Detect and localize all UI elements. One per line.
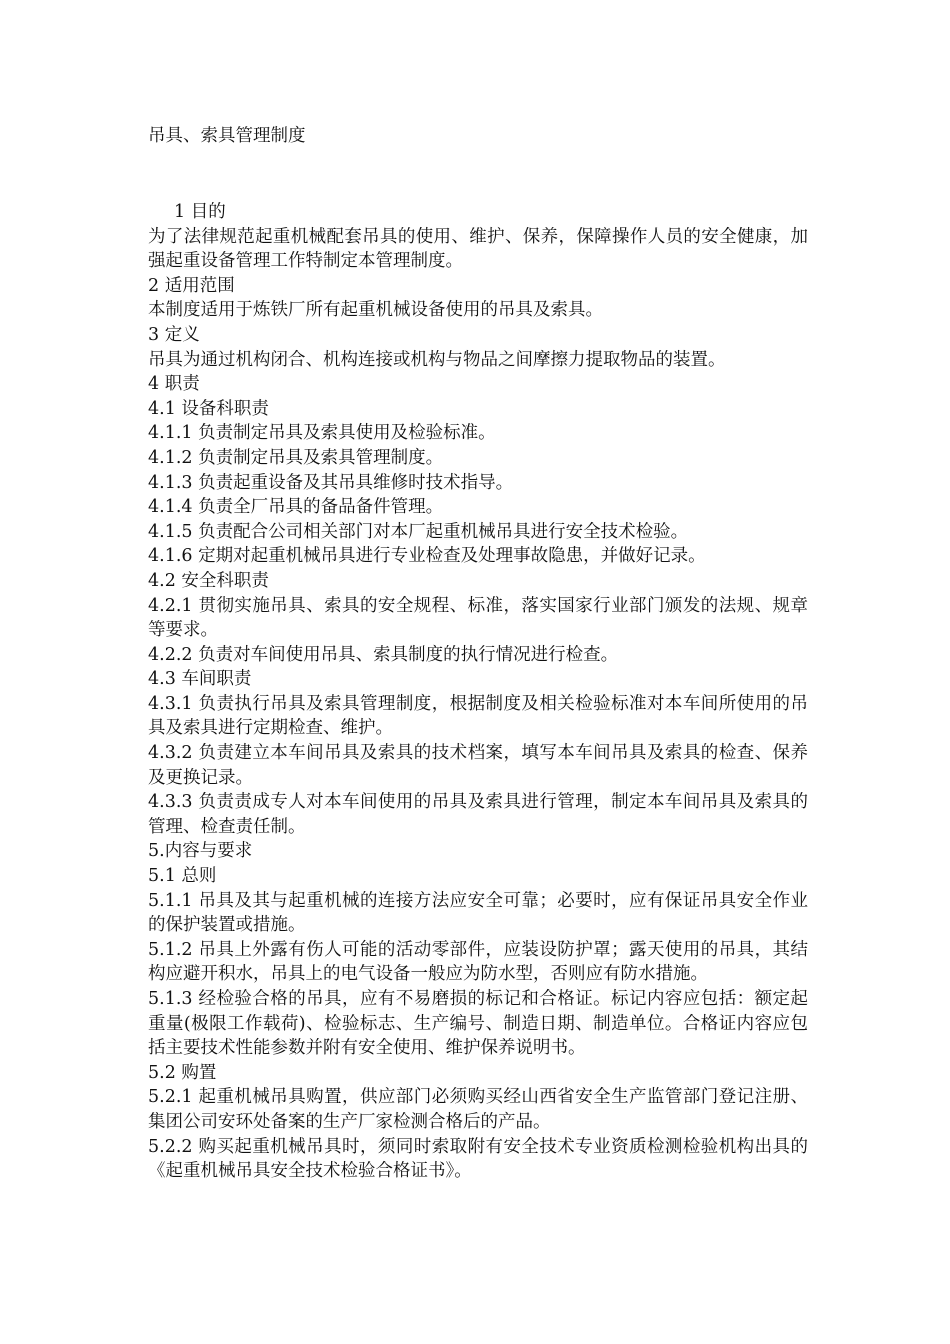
subsection-heading-equipment-dept: 4.1 设备科职责: [148, 398, 269, 419]
clause-4-2-1: 4.2.1 贯彻实施吊具、索具的安全规程、标准，落实国家行业部门颁发的法规、规章等要求。: [148, 595, 808, 641]
clause-5-1-1: 5.1.1 吊具及其与起重机械的连接方法应安全可靠；必要时，应有保证吊具安全作业的保护装置或措施。: [148, 890, 808, 936]
subsection-heading-safety-dept: 4.2 安全科职责: [148, 570, 269, 591]
section-heading-content: 5.内容与要求: [148, 841, 253, 862]
paragraph-purpose: 为了法律规范起重机械配套吊具的使用、维护、保养，保障操作人员的安全健康，加强起重设备管理工作特制定本管理制度。: [148, 226, 808, 272]
section-heading-scope: 2 适用范围: [148, 275, 235, 296]
clause-4-1-1: 4.1.1 负责制定吊具及索具使用及检验标准。: [148, 423, 496, 444]
clause-4-2-2: 4.2.2 负责对车间使用吊具、索具制度的执行情况进行检查。: [148, 644, 619, 665]
clause-4-1-3: 4.1.3 负责起重设备及其吊具维修时技术指导。: [148, 472, 514, 493]
clause-5-2-1: 5.2.1 起重机械吊具购置，供应部门必须购买经山西省安全生产监管部门登记注册、集团公司安环处备案的生产厂家检测合格后的产品。: [148, 1087, 808, 1132]
clause-4-3-3: 4.3.3 负责责成专人对本车间使用的吊具及索具进行管理，制定本车间吊具及索具的管理、检查责任制。: [148, 792, 808, 837]
clause-5-2-2: 5.2.2 购买起重机械吊具时，须同时索取附有安全技术专业资质检测检验机构出具的《起重机械吊具安全技术检验合格证书》。: [148, 1136, 808, 1182]
subsection-heading-purchase: 5.2 购置: [148, 1062, 217, 1083]
clause-5-1-2: 5.1.2 吊具上外露有伤人可能的活动零部件，应装设防护罩；露天使用的吊具，其结构应避开积水，吊具上的电气设备一般应为防水型，否则应有防水措施。: [148, 939, 808, 985]
clause-4-3-2: 4.3.2 负责建立本车间吊具及索具的技术档案，填写本车间吊具及索具的检查、保养及更换记录。: [148, 743, 808, 788]
clause-4-1-4: 4.1.4 负责全厂吊具的备品备件管理。: [148, 497, 444, 518]
clause-4-1-6: 4.1.6 定期对起重机械吊具进行专业检查及处理事故隐患，并做好记录。: [148, 546, 706, 567]
clause-4-3-1: 4.3.1 负责执行吊具及索具管理制度，根据制度及相关检验标准对本车间所使用的吊具及索具进行定期检查、维护。: [148, 693, 808, 739]
paragraph-definition: 吊具为通过机构闭合、机构连接或机构与物品之间摩擦力提取物品的装置。: [148, 349, 726, 370]
clause-4-1-5: 4.1.5 负责配合公司相关部门对本厂起重机械吊具进行安全技术检验。: [148, 521, 689, 542]
paragraph-scope: 本制度适用于炼铁厂所有起重机械设备使用的吊具及索具。: [148, 300, 603, 321]
document-body: [148, 200, 808, 1184]
subsection-heading-general: 5.1 总则: [148, 866, 217, 887]
clause-4-1-2: 4.1.2 负责制定吊具及索具管理制度。: [148, 447, 444, 468]
subsection-heading-workshop: 4.3 车间职责: [148, 669, 252, 690]
clause-5-1-3: 5.1.3 经检验合格的吊具，应有不易磨损的标记和合格证。标记内容应包括：额定起重量(极限工作载荷)、检验标志、生产编号、制造日期、制造单位。合格证内容应包括主要技术性能参数并附有安全使用、维护保养说明书。: [148, 989, 808, 1059]
document-title: 吊具、索具管理制度: [148, 126, 306, 146]
section-heading-definition: 3 定义: [148, 324, 200, 345]
section-heading-duties: 4 职责: [148, 374, 200, 395]
section-heading-purpose: 1 目的: [174, 202, 226, 222]
